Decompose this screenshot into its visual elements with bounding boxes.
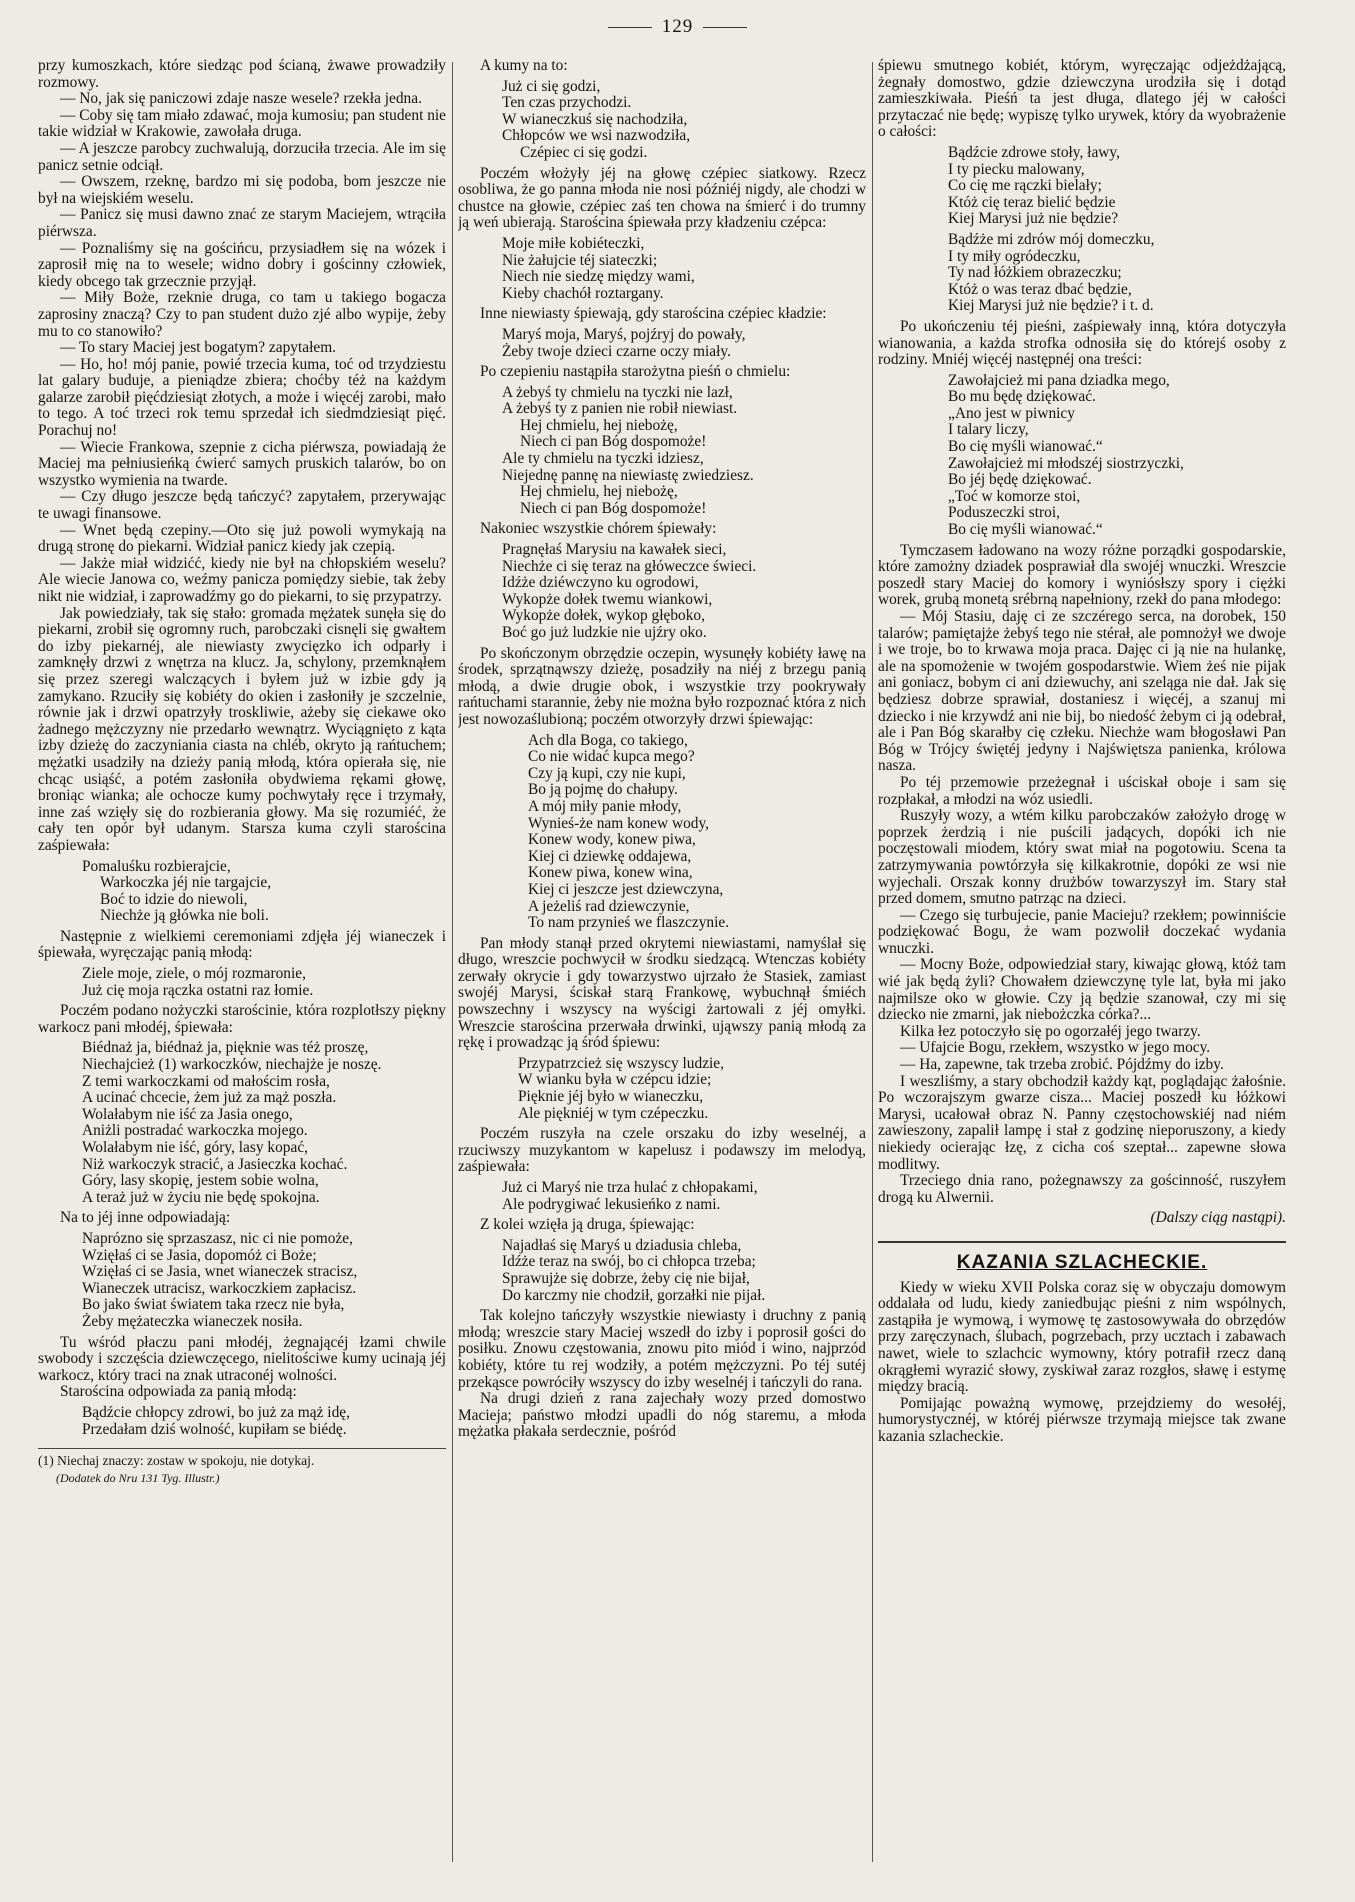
paragraph: Po téj przemowie przeżegnał i uściskał oboje i sam się rozpłakał, a młodzi na wóz usiedli. xyxy=(878,773,1286,808)
verse-line: W wianku była w czépcu idzie; xyxy=(518,1071,712,1089)
column-1 xyxy=(38,58,446,1878)
paragraph: — Mocny Boże, odpowiedział stary, kiwając głową, któż tam wié jak będą żyli? Chowałem dziewczynę tyle lat, była mi jako najmilsze oko w głowie. Czy ją będzie szanował, czy mi się dziecko nie zmarni, jak niebożczka córka?... xyxy=(878,956,1286,1024)
verse-line: Sprawujże się dobrze, żeby cię nie bijał, xyxy=(502,1269,750,1287)
verse-line: Wzięłaś ci se Jasia, dopomóż ci Boże; xyxy=(82,1246,317,1264)
song-verse xyxy=(948,232,1286,315)
verse-line: Maryś moja, Maryś, pojźryj do powały, xyxy=(502,325,746,343)
verse-line: Co nie widać kupca mego? xyxy=(528,748,695,766)
verse-line: A teraż już w życiu nie będę spokojna. xyxy=(82,1188,320,1206)
verse-line: Ale podrygiwać lekusieńko z nami. xyxy=(502,1195,721,1213)
paragraph: — To stary Maciej jest bogatym? zapytałem. xyxy=(60,339,337,357)
verse-line: Wynieś-że nam konew wody, xyxy=(528,814,709,832)
verse-line: Już ci się godzi, xyxy=(502,77,601,95)
verse-line: A żebyś ty chmielu na tyczki nie lazł, xyxy=(502,383,733,401)
continuation-note: (Dalszy ciąg nastąpi). xyxy=(1150,1209,1286,1227)
paragraph: Trzeciego dnia rano, pożegnawszy za gościnność, ruszyłem drogą ku Alwernii. xyxy=(878,1172,1286,1206)
paragraph: Poczém podano nożyczki starościnie, która rozplotłszy piękny warkocz pani młodéj, śpiewała: xyxy=(38,1002,446,1036)
verse-line: Ale ty chmielu na tyczki idziesz, xyxy=(502,450,704,468)
verse-line: Pragnęłaś Marysiu na kawałek sieci, xyxy=(502,541,727,559)
verse-line: Nie żałujcie téj siateczki; xyxy=(502,251,658,269)
verse-line: Boć to idzie do niewoli, xyxy=(100,890,248,908)
paragraph: Starościna odpowiada za panią młodą: xyxy=(60,1383,297,1401)
paragraph: Inne niewiasty śpiewają, gdy starościna czépiec kładzie: xyxy=(480,305,827,323)
verse-line: Poduszeczki stroi, xyxy=(948,504,1060,522)
verse-line: Żeby twoje dzieci czarne oczy miały. xyxy=(502,342,731,360)
verse-line: Ten czas przychodzi. xyxy=(502,94,632,112)
verse-line: Najadłaś się Maryś u dziadusia chleba, xyxy=(502,1236,742,1254)
verse-line: Hej chmielu, hej niebożę, xyxy=(520,483,678,501)
verse-line: Pięknie jéj było w wianeczku, xyxy=(518,1088,704,1106)
song-verse xyxy=(82,1231,446,1331)
verse-line: Kiej ci dziewkę oddajewa, xyxy=(528,847,692,865)
paragraph: — Wnet będą czepiny.—Oto się już powoli wymykają na drugą stronę do piekarni. Widział panicz kiedy jak czepią. xyxy=(38,521,446,556)
verse-line: Konew wody, konew piwa, xyxy=(528,831,696,849)
verse-line: Bo ją pojmę do chałupy. xyxy=(528,781,678,799)
verse-line: Już ci Maryś nie trza hulać z chłopakami, xyxy=(502,1179,758,1196)
verse-line: Warkoczka jéj nie targajcie, xyxy=(100,874,272,892)
song-verse xyxy=(502,236,866,302)
paragraph: Po czepieniu nastąpiła starożytna pieśń o chmielu: xyxy=(480,363,791,381)
verse-line: Konew piwa, konew wina, xyxy=(528,864,693,882)
song-verse xyxy=(502,385,866,518)
verse-line: Ach dla Boga, co takiego, xyxy=(528,731,688,749)
verse-line: Aniżli postradać warkoczka mojego. xyxy=(82,1122,308,1140)
verse-line: Któż o was teraz dbać będzie, xyxy=(948,280,1132,298)
verse-line: Przypatrzcież się wszyscy ludzie, xyxy=(518,1054,724,1072)
paragraph: — Wiecie Frankowa, szepnie z cicha piérwsza, powiadają że Maciej ma pełniusieńką ćwierć samych pruskich talarów, bo on wszystko wymienia na twarde. xyxy=(38,438,446,489)
paragraph: Na drugi dzień z rana zajechały wozy przed domostwo Macieja; państwo młodzi upadli do nóg staremu, a młoda mężatka płakała serdecznie, pośród xyxy=(458,1390,866,1441)
verse-line: Bo cię myśli wianować.“ xyxy=(948,438,1103,456)
song-verse xyxy=(502,1238,866,1304)
paragraph: A kumy na to: xyxy=(480,58,568,74)
page-number: 129 xyxy=(661,16,694,37)
song-verse xyxy=(502,1180,866,1213)
verse-line: Bo mu będę dziękować. xyxy=(948,388,1096,406)
verse-line: Co cię me rączki bielały; xyxy=(948,177,1102,195)
song-verse xyxy=(502,327,866,360)
footnote-text: (1) Niechaj znaczy: zostaw w spokoju, nie dotykaj. xyxy=(38,1453,315,1469)
verse-line: Niż warkoczyk stracić, a Jasieczka kochać. xyxy=(82,1155,348,1173)
song-verse xyxy=(502,79,866,162)
verse-line: W wianeczkuś się nachodziła, xyxy=(502,110,688,128)
paragraph: śpiewu smutnego kobiét, którym, wyręczając odjeżdżającą, żegnały domostwo, gdzie dziewczyna urodziła się i dotąd zamieszkiwała. Pieśń ta jest długa, dlatego jéj w całości przytaczać nie będę; wypiszę tylko urywek, który da wyobrażenie o całości: xyxy=(878,58,1286,141)
verse-line: Niechże ci się teraz na główeczce świeci. xyxy=(502,557,757,575)
verse-line: Wykopże dołek twemu wiankowi, xyxy=(502,590,713,608)
verse-line: Hej chmielu, hej niebożę, xyxy=(520,416,678,434)
verse-line: Pomaluśku rozbierajcie, xyxy=(82,857,231,875)
paragraph: — Jakże miał widzićć, kiedy nie był na chłopskiém weselu? Ale wiecie Janowa co, weźmy panicza pomiędzy siebie, tak żeby nikt nie widział, i zaprowadźmy go do piekarni, to się przypatrzy. xyxy=(38,554,446,605)
page-number-line xyxy=(0,16,1355,38)
verse-line: I talary liczy, xyxy=(948,421,1029,439)
verse-line: A jeżeliś rad dziewczynie, xyxy=(528,897,690,915)
verse-line: Przedałam dziś wolność, kupiłam se biédę. xyxy=(82,1420,347,1438)
paragraph: Po skończonym obrzędzie oczepin, wysunęły kobiéty ławę na środek, sprzątnąwszy dzieżę, posadziły na niéj z brzegu panią młodą, a dwie drugie obok, i wszystkie trzy pookrywały rańtuchami starannie, żeby nie można było rozpoznać która z nich jest nowozaślubioną; poczém otworzyły drzwi śpiewając: xyxy=(458,644,866,728)
paragraph: Z kolei wzięła ją druga, śpiewając: xyxy=(480,1216,695,1234)
verse-line: Wolałabym nie iść za Jasia onego, xyxy=(82,1105,293,1123)
verse-line: Do karczmy nie chodził, gorzałki nie pijał. xyxy=(502,1286,766,1304)
paragraph: Tu wśród płaczu pani młodéj, żegnającéj łzami chwile swobody i szczęścia dziewczęcego, nielitościwe kumy ucinają jéj warkocz, który traci na znak utraconéj wolności. xyxy=(38,1333,446,1384)
footnote-source: (Dodatek do Nru 131 Tyg. Illustr.) xyxy=(56,1470,220,1485)
verse-line: Z temi warkoczkami od małościm rosła, xyxy=(82,1072,330,1090)
verse-line: Ziele moje, ziele, o mój rozmaronie, xyxy=(82,965,306,983)
column-2 xyxy=(458,58,866,1878)
verse-line: „Ano jest w piwnicy xyxy=(948,404,1075,422)
verse-line: Moje miłe kobiéteczki, xyxy=(502,234,645,252)
song-verse xyxy=(82,1405,446,1438)
verse-line: Kiej Marysi już nie będzie? i t. d. xyxy=(948,297,1154,315)
verse-line: Czépiec ci się godzi. xyxy=(520,143,648,161)
verse-line: Góry, lasy skopię, jestem sobie wolna, xyxy=(82,1172,319,1190)
verse-line: I ty miły ogródeczku, xyxy=(948,247,1081,265)
paragraph: — Poznaliśmy się na gościńcu, przysiadłem się na wózek i zaprosił mię na to wesele; widno dobry i gościnny człowiek, kiedy obcego tak grzecznie przyjął. xyxy=(38,239,446,290)
paragraph: Nakoniec wszystkie chórem śpiewały: xyxy=(480,520,717,538)
paragraph: przy kumoszkach, które siedząc pod ścianą, żwawe prowadziły rozmowy. xyxy=(38,58,446,91)
verse-line: To nam przynieś we flaszczynie. xyxy=(528,914,730,932)
column-rule xyxy=(452,62,453,1862)
verse-line: A mój miły panie młody, xyxy=(528,797,682,815)
verse-line: Ty nad łóżkiem obrazeczku; xyxy=(948,264,1122,282)
verse-line: Kieby chachół roztargany. xyxy=(502,284,664,302)
paragraph: Pan młody stanął przed okrytemi niewiastami, namyślał się długo, wreszcie pochwycił w środku siedzącą. Wtenczas kobiéty zerwały okrycie i gdy towarzystwo ujrzało że Stasiek, zamiast swojéj Marysi, ściskał starą Frankowę, wybuchnął śmiéch powszechny i wszyscy na wyścigi żartowali z jéj omyłki. Wreszcie starościna przerwała drwinki, ująwszy panią młodą za rękę i prowadząc ją śród śpiewu: xyxy=(458,934,866,1052)
verse-line: Boć go już ludzkie nie ujźry oko. xyxy=(502,624,707,641)
verse-line: Idźże dziéwczyno ku ogrodowi, xyxy=(502,574,699,592)
song-verse xyxy=(82,1040,446,1206)
verse-line: Niech ci pan Bóg dospomoże! xyxy=(520,499,707,517)
song-verse xyxy=(82,859,446,925)
verse-line: Kiej Marysi już nie będzie? xyxy=(948,210,1119,228)
verse-line: Wianeczek utracisz, warkoczkiem zapłacisz. xyxy=(82,1279,357,1297)
paragraph: — Ho, ho! mój panie, powié trzecia kuma, toć od trzydziestu lat galary buduje, a pieniądze zbiera; choćby téż na każdym galarze zarobił pięćdziesiąt złotych, a może i więcéj zarobi, mało to tego. A toć trzeci rok temu sprzedał ich siedmdziesiąt pięć. Porachuj no! xyxy=(38,355,446,440)
verse-line: Kiej ci jeszcze jest dziewczyna, xyxy=(528,880,724,898)
verse-line: Niejednę pannę na niewiastę zwiedziesz. xyxy=(502,466,754,484)
paragraph: Tymczasem ładowano na wozy różne porządki gospodarskie, które zamożny dziadek posprawiał dla swojéj wnuczki. Wreszcie poszedł stary Maciej do komory i wyniósłszy spory i ciężki worek, grubą monetą srébrną napełniony, rzekł do pana młodego: xyxy=(878,541,1286,609)
paragraph: — Ufajcie Bogu, rzekłem, wszystko w jego mocy. xyxy=(900,1039,1211,1057)
paragraph: — Mój Stasiu, daję ci ze szczérego serca, na dorobek, 150 talarów; pamiętajże żebyś tego nie stérał, ale pomnożył we dwoje i we troje, bo to krwawa moja praca. Dajęc ci ją nie na hulankę, ale na spomożenie w twojém gospodarstwie. Wiem żeś nie pijak ani goniacz, bobym ci ani dziewuchy, ani szeląga nie dał. Jak się będziesz dobrze sprawiał, dostaniesz i więcéj, a szanuj mi dziecko i nie krzywdź ani nie bij, bo niedość żebym ci ją odebrał, ale i Pan Bóg skarałby cię człeku. Niechże wam błogosławi Pan Bóg w Trójcy świętéj jedyny i Najświętsza panienka, królowa nasza. xyxy=(878,608,1286,775)
song-verse xyxy=(528,733,866,932)
paragraph: — Czego się turbujecie, panie Macieju? rzekłem; powinniście podziękować Bogu, że wam pozwolił doczekać wydania wnuczki. xyxy=(878,906,1286,957)
song-verse xyxy=(502,542,866,642)
paragraph: Ruszyły wozy, a wtém kilku parobczaków założyło drogę w poprzek żerdzią i nie puścili jadących, dopóki ich nie poczęstowali miodem, który swat miał na pogotowiu. Scena ta zatrzymywania powtórzyła się kilkakrotnie, dopóki ze wsi nie wyjechali. Orszak konny drużbów towarzyszył im. Stary stał przed domem, smutno patrząc na dzieci. xyxy=(878,807,1286,908)
song-verse xyxy=(948,145,1286,228)
verse-line: A ucinać chcecie, żem już za mąż poszła. xyxy=(82,1089,337,1107)
verse-line: Zawołajcież mi młodszéj siostrzyczki, xyxy=(948,454,1184,472)
paragraph: Poczém włożyły jéj na głowę czépiec siatkowy. Rzecz osobliwa, że go panna młoda nie nosi późniéj nigdy, ale chodzi w chustce na głowie, czépiec zaś ten chowa na śmierć i do trumny ją weń ubierają. Starościna śpiewała przy kładzeniu czépca: xyxy=(458,164,866,232)
verse-line: Już cię moja rączka ostatni raz łomie. xyxy=(82,981,314,999)
verse-line: A żebyś ty z panien nie robił niewiast. xyxy=(502,400,738,418)
column-rule xyxy=(872,62,873,1862)
paragraph: Kilka łez potoczyło się po ogorzałéj jego twarzy. xyxy=(900,1022,1201,1040)
paragraph: — Ha, zapewne, tak trzeba zrobić. Pójdźmy do izby. xyxy=(900,1056,1224,1074)
paragraph: — A jeszcze parobcy zuchwalują, dorzuciła trzecia. Ale im się panicz setnie odciął. xyxy=(38,139,446,174)
song-verse xyxy=(948,373,1286,539)
verse-line: Bądźcie chłopcy zdrowi, bo już za mąż idę, xyxy=(82,1403,350,1421)
verse-line: Niech nie siedzę między wami, xyxy=(502,268,695,286)
article-heading-text: KAZANIA SZLACHECKIE. xyxy=(956,1251,1208,1273)
song-verse xyxy=(82,966,446,999)
verse-line: Bądźże mi zdrów mój domeczku, xyxy=(948,230,1155,248)
verse-line: Któż cię teraz bielić będzie xyxy=(948,193,1116,211)
verse-line: Żeby mężateczka wianeczek nosiła. xyxy=(82,1312,303,1330)
paragraph: Tak kolejno tańczyły wszystkie niewiasty i druchny z panią młodą; wreszcie stary Maciej wszedł do izby i poprosił gości do posiłku. Znowu częstowania, znowu pito miód i wino, najprzód kobiéty, które tu rej wodziły, a potém mężczyzni. Po téj sutéj przekąsce powróciły wszyscy do izby weselnéj i tańczyli do rana. xyxy=(458,1307,866,1391)
paragraph: Pomijając poważną wymowę, przejdziemy do wesołéj, humorystycznéj, w któréj piérwsze trzymają miejsce tak zwane kazania szlacheckie. xyxy=(878,1394,1286,1445)
footnote xyxy=(38,1448,446,1486)
verse-line: Niechże ją główka nie boli. xyxy=(100,907,269,925)
verse-line: Niech ci pan Bóg dospomoże! xyxy=(520,433,707,451)
column-3 xyxy=(878,58,1286,1878)
paragraph: — Miły Boże, rzeknie druga, co tam u takiego bogacza zaprosiny znaczą? Czy to pan student dużo zjé albo wypije, żeby mu to co stanowiło? xyxy=(38,289,446,340)
paragraph: Poczém ruszyła na czele orszaku do izby weselnéj, a rzuciwszy muzykantom w kapelusz i podawszy im melodyą, zaśpiewała: xyxy=(458,1125,866,1176)
paragraph: Na to jéj inne odpowiadają: xyxy=(60,1209,231,1227)
paragraph: — Coby się tam miało zdawać, moja kumosiu; pan student nie takie widział w Krakowie, zawołała druga. xyxy=(38,106,446,141)
paragraph: — Czy długo jeszcze będą tańczyć? zapytałem, przerywając te uwagi finansowe. xyxy=(38,488,446,523)
verse-line: Wolałabym nie iść, góry, lasy kopać, xyxy=(82,1139,308,1156)
verse-line: Chłopców we wsi nazwodziła, xyxy=(502,127,691,145)
verse-line: Zawołajcież mi pana dziadka mego, xyxy=(948,371,1170,389)
paragraph: — Owszem, rzeknę, bardzo mi się podoba, bom jeszcze nie był na wiejskiém weselu. xyxy=(38,173,446,207)
paragraph: — No, jak się paniczowi zdaje nasze wesele? rzekła jedna. xyxy=(60,90,422,108)
song-verse xyxy=(518,1056,866,1122)
paragraph: Następnie z wielkiemi ceremoniami zdjęła jéj wianeczek i śpiewała, wyręczając panią młodą: xyxy=(38,927,446,962)
paragraph: Kiedy w wieku XVII Polska coraz się w obyczaju domowym oddalała od ludu, kiedy zaniedbując pieśni z nim wspólnych, zastąpiła je wymową, i wymowę tę zastosowywała do obrzędów przy zaręczynach, ślubach, pogrzebach, przy ucztach i zabawach nawet, wiele to szlachcic wymowny, który potrafił rzecz daną okrągłemi wyrazić słowy, zyskiwał zaraz rozgłos, sławę i estymę między bracią. xyxy=(878,1278,1286,1396)
verse-line: I ty piecku malowany, xyxy=(948,160,1085,178)
verse-line: Naprózno się sprzaszasz, nic ci nie pomoże, xyxy=(82,1229,353,1247)
verse-line: Czy ją kupi, czy nie kupi, xyxy=(528,764,686,782)
verse-line: Bo jako świat światem taka rzecz nie była, xyxy=(82,1296,345,1314)
paragraph: — Panicz się musi dawno znać ze starym Maciejem, wtrąciła piérwsza. xyxy=(38,206,446,240)
verse-line: Bo jéj będę dziękować. xyxy=(948,471,1092,489)
paragraph: Po ukończeniu téj pieśni, zaśpiewały inną, która dotyczyła wianowania, a każda strofka odnosiła się do którejś osoby z rodziny. Mniéj więcéj następnéj ona treści: xyxy=(878,317,1286,369)
paragraph: Jak powiedziały, tak się stało: gromada mężatek sunęła się do piekarni, zrobił się ogromny ruch, parobczaki cisnęli się gwałtem do izby piekarnéj, ale niewiasty zwycięzko ich odparły i zamknęły drzwi z wnętrza na klucz. Ja, schylony, przemknąłem się przez szeregi walczących i byłem już w izbie gdy ją zamykano. Rzuciły się kobiéty do okien i zasłoniły je szczelnie, równie jak i drzwi opatrzyły troskliwie, ażeby się ciekawe oko żadnego mężczyzny nie przedarło wewnątrz. Wyciągnięto z kąta izby dzieżę do zaczyniania ciasta na chléb, okryto ją rańtuchem; mężatki usadziły na dzieży panią młodą, która opierała się, nie chcąc usiąść, a potém zasłoniła obydwiema rękami głowę, broniąc wianka; ale ochocze kumy pochwytały ręce i trzymały, inne zaś wzięły się do rozbierania głowy. Ma się rozumiéć, że cały ten opór był udanym. Starsza kuma czyli starościna zaśpiewała: xyxy=(38,604,446,854)
verse-line: Niechajcież (1) warkoczków, niechajże je noszę. xyxy=(82,1056,382,1074)
verse-line: Biédnaż ja, biédnaż ja, pięknie was téż proszę, xyxy=(82,1039,369,1057)
verse-line: Bo cię myśli wianować.“ xyxy=(948,521,1103,539)
verse-line: Bądźcie zdrowe stoły, ławy, xyxy=(948,143,1120,161)
paragraph: I weszliśmy, a stary obchodził każdy kąt, poglądając żałośnie. Po wczorajszym gwarze cisza... Maciej poszedł ku łóżkowi Marysi, ucałował obraz N. Panny częstochowskiéj nad niém zawieszony, zapalił lampę i stał z godzinę nieporuszony, a kiedy niekiedy ocierając łzę, z cicha coś szeptał... zapewne słowa modlitwy. xyxy=(878,1072,1286,1173)
verse-line: Wykopże dołek, wykop głęboko, xyxy=(502,607,705,625)
verse-line: Wzięłaś ci se Jasia, wnet wianeczek stracisz, xyxy=(82,1263,358,1281)
verse-line: Idźże teraz na swój, bo ci chłopca trzeba; xyxy=(502,1253,756,1271)
article-heading xyxy=(878,1241,1286,1272)
verse-line: Ale piękniéj w tym czépeczku. xyxy=(518,1104,709,1122)
verse-line: „Toć w komorze stoi, xyxy=(948,487,1081,505)
